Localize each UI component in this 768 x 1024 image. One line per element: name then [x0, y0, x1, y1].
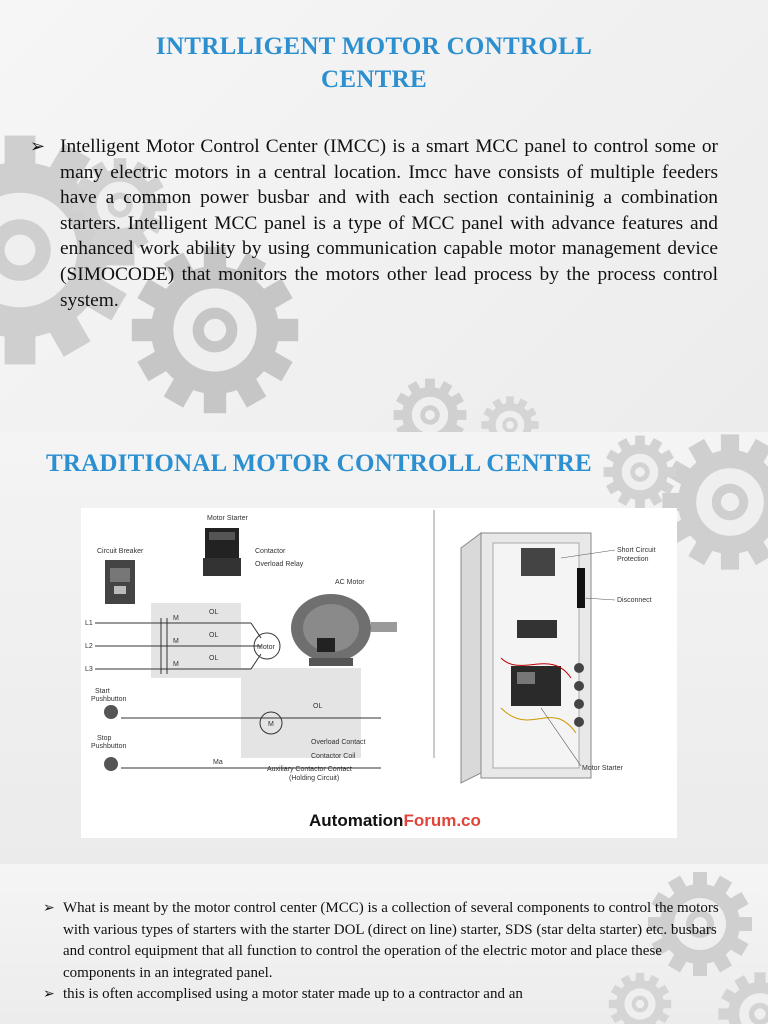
slide-title: TRADITIONAL MOTOR CONTROLL CENTRE	[46, 450, 592, 477]
bullet-text: Intelligent Motor Control Center (IMCC) is a smart MCC panel to control some or many electric motors in a central location. Imcc have consists of multiple feeders have a common power busbar and with each section containinig a combination starters. Intelligent MCC panel is a type of MCC panel with advance features and enhanced work ability by using communication capable motor management device (SIMOCODE) that monitors the motors other lead process by the process control system.	[60, 136, 718, 311]
bullet-list	[43, 898, 723, 1006]
label-m-coil: M	[268, 721, 274, 728]
arrow-bullet-icon: ➢	[30, 136, 46, 156]
arrow-bullet-icon: ➢	[43, 987, 55, 1002]
bullet-item	[43, 984, 723, 1006]
ac-motor-icon	[291, 594, 397, 666]
title-line-1: INTRLLIGENT MOTOR CONTROLL	[155, 33, 593, 60]
label-start: Start	[95, 688, 110, 695]
label-stop: Stop	[97, 735, 112, 742]
bullet-item	[43, 898, 723, 984]
bullet-text: this is often accomplised using a motor stater made up to a contractor and an	[63, 986, 523, 1002]
label-ol-2: OL	[209, 632, 219, 639]
label-protection: Protection	[617, 556, 649, 563]
label-overload-contact: Overload Contact	[311, 739, 366, 746]
title-line-2: CENTRE	[321, 66, 427, 93]
label-motor: Motor	[257, 644, 275, 651]
mcc-panel-enclosure-icon	[461, 533, 591, 783]
label-ol-3: OL	[209, 655, 219, 662]
brand-part-2: Forum.co	[403, 811, 481, 830]
label-ma: Ma	[213, 759, 223, 766]
label-short-circuit: Short Circuit	[617, 547, 656, 554]
bullet-item	[30, 134, 718, 313]
label-disconnect: Disconnect	[617, 597, 652, 604]
label-ol-contact: OL	[313, 703, 323, 710]
label-contactor-coil: Contactor Coil	[311, 753, 356, 760]
label-holding-circuit: (Holding Circuit)	[289, 775, 340, 782]
bullet-text: What is meant by the motor control center (MCC) is a collection of several components to control the motors with various types of starters with the starter DOL (direct on line) starter, SDS (star delta starter) etc. busbars and control equipment that all function to control the operation of the electric motor and place these components in an integrated panel.	[63, 900, 719, 981]
slide-mcc-definition	[0, 864, 768, 1024]
label-l1: L1	[85, 620, 93, 627]
brand-part-1: Automation	[309, 811, 404, 830]
label-overload-relay: Overload Relay	[255, 561, 304, 568]
label-start-pushbutton: Pushbutton	[91, 696, 127, 703]
label-m-2: M	[173, 638, 179, 645]
label-aux-contact: Auxiliary Contactor Contact	[267, 766, 352, 773]
slide-traditional-mcc	[0, 432, 768, 864]
label-motor-starter-panel: Motor Starter	[582, 765, 623, 772]
label-m-1: M	[173, 615, 179, 622]
start-pushbutton-icon	[104, 705, 118, 719]
brand-logo	[309, 811, 481, 830]
label-contactor: Contactor	[255, 548, 286, 555]
circuit-breaker-device-icon	[105, 560, 135, 604]
label-l2: L2	[85, 643, 93, 650]
label-stop-pushbutton: Pushbutton	[91, 743, 127, 750]
label-ol-1: OL	[209, 609, 219, 616]
label-motor-starter: Motor Starter	[207, 515, 248, 522]
label-circuit-breaker: Circuit Breaker	[97, 548, 144, 555]
mcc-diagram-image	[81, 508, 677, 838]
mcc-diagram-svg	[81, 508, 677, 838]
arrow-bullet-icon: ➢	[43, 901, 55, 916]
stop-pushbutton-icon	[104, 757, 118, 771]
label-l3: L3	[85, 666, 93, 673]
label-ac-motor: AC Motor	[335, 579, 365, 586]
slide-title	[0, 30, 748, 96]
label-m-3: M	[173, 661, 179, 668]
motor-starter-device-icon	[203, 528, 241, 576]
slide-intelligent-mcc	[0, 0, 768, 432]
